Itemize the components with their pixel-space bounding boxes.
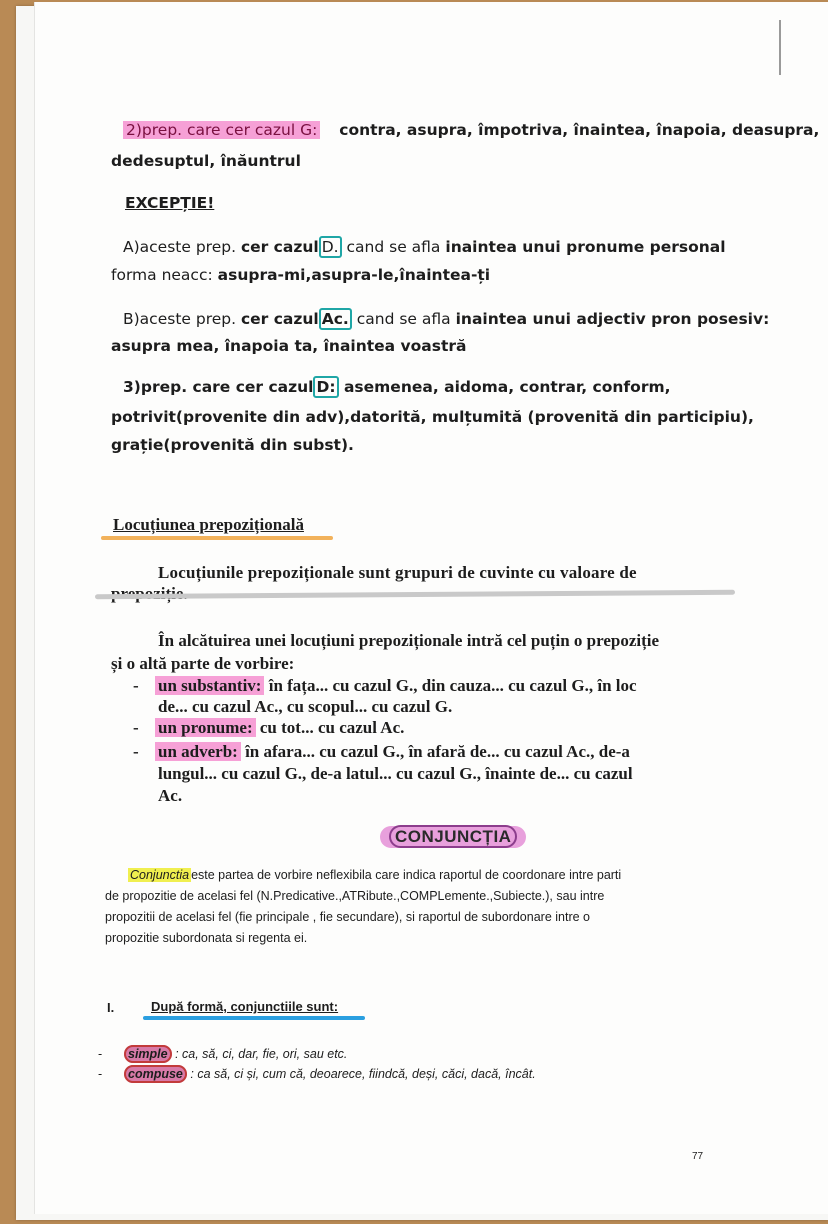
locutiune-item-substantiv — [155, 676, 637, 696]
document-page — [34, 2, 828, 1214]
exceptie-a-pre: A)aceste prep. — [123, 238, 236, 256]
exceptie-b-bold: cer cazul — [240, 310, 319, 328]
conjunctia-title — [380, 826, 526, 848]
exceptie-a-line1 — [123, 238, 726, 256]
list-bullet: - — [133, 718, 139, 737]
conjunctia-term: Conjunctia — [130, 868, 190, 882]
section2-line1 — [123, 121, 819, 139]
section3-line3: grație(provenită din subst). — [111, 436, 354, 454]
page-edge-mark — [779, 20, 781, 75]
conj-type-compuse — [124, 1067, 536, 1081]
section3-line1-rest: asemenea, aidoma, contrar, conform, — [343, 378, 671, 396]
page-number: 77 — [692, 1151, 704, 1162]
conj-type-label: simple — [124, 1045, 172, 1063]
exceptie-a-line2-pre: forma neacc: — [111, 266, 213, 284]
conjunctia-title-text: CONJUNCȚIA — [389, 825, 517, 848]
section3-line1 — [123, 378, 671, 396]
locutiunea-comp-line2: și o altă parte de vorbire: — [111, 654, 295, 673]
exceptie-a-case: D. — [319, 236, 342, 258]
list-bullet: - — [98, 1047, 103, 1061]
exceptie-b-mid: cand se afla — [356, 310, 451, 328]
exceptie-b-bold2: inaintea unui adjectiv pron posesiv: — [455, 310, 770, 328]
section3-line2: potrivit(provenite din adv),datorită, mulțumită (provenită din participiu), — [111, 408, 754, 426]
blue-underline-mark — [143, 1016, 365, 1020]
locutiune-item-adverb — [155, 742, 630, 762]
section2-label: 2)prep. care cer cazul G: — [123, 121, 320, 139]
subsection-number: I. — [107, 1000, 115, 1015]
conj-type-text: : ca, să, ci, dar, fie, ori, sau etc. — [175, 1047, 348, 1061]
conj-type-text: : ca să, ci și, cum că, deoarece, fiindcă, deși, căci, dacă, încât. — [190, 1067, 536, 1081]
item-line3: Ac. — [158, 786, 183, 805]
section2-list-line2: dedesuptul, înăuntrul — [111, 152, 301, 170]
exceptie-b-line1 — [123, 310, 769, 328]
subsection-heading: După formă, conjunctiile sunt: — [151, 999, 339, 1014]
exceptie-b-line2: asupra mea, înapoia ta, înaintea voastră — [111, 337, 467, 355]
locutiune-item-pronume — [155, 718, 404, 738]
section2-list-line1: contra, asupra, împotriva, înaintea, înapoia, deasupra, — [339, 121, 820, 139]
item-label: un adverb: — [155, 742, 241, 761]
item-line1: cu tot... cu cazul Ac. — [259, 718, 405, 737]
item-line2: de... cu cazul Ac., cu scopul... cu cazul G. — [158, 697, 453, 716]
section3-label: 3)prep. care cer cazul — [123, 378, 314, 396]
conjunctia-def-line4: propozitie subordonata si regenta ei. — [105, 931, 308, 945]
item-label: un pronume: — [155, 718, 256, 737]
item-line2: lungul... cu cazul G., de-a latul... cu cazul G., înainte de... cu cazul — [158, 764, 633, 783]
section3-case: D: — [313, 376, 338, 398]
exceptie-a-bold2: inaintea unui pronume personal — [445, 238, 726, 256]
locutiunea-heading: Locuțiunea prepozițională — [113, 515, 304, 534]
exceptie-b-case: Ac. — [319, 308, 352, 330]
conj-type-simple — [124, 1047, 347, 1061]
conjunctia-def-line3: propozitii de acelasi fel (fie principale , fie secundare), si raportul de subordonare intre o — [105, 910, 590, 924]
locutiunea-comp-line1: În alcătuirea unei locuțiuni prepoziționale intră cel puțin o prepoziție — [158, 631, 660, 650]
conjunctia-def-text: este partea de vorbire neflexibila care indica raportul de coordonare intre parti — [191, 868, 622, 882]
conjunctia-def-line1 — [128, 868, 621, 882]
exceptie-a-bold: cer cazul — [240, 238, 319, 256]
list-bullet: - — [133, 676, 139, 695]
exceptie-b-pre: B)aceste prep. — [123, 310, 237, 328]
orange-underline-mark — [101, 536, 333, 540]
exceptie-title: EXCEPȚIE! — [125, 194, 215, 212]
exceptie-a-line2-bold: asupra-mi,asupra-le,înaintea-ți — [217, 266, 491, 284]
list-bullet: - — [98, 1067, 103, 1081]
conj-type-label: compuse — [124, 1065, 187, 1083]
exceptie-a-line2 — [111, 266, 490, 284]
exceptie-a-mid: cand se afla — [346, 238, 441, 256]
locutiunea-def-line1: Locuțiunile prepoziționale sunt grupuri de cuvinte cu valoare de — [158, 563, 637, 582]
list-bullet: - — [133, 742, 139, 761]
item-label: un substantiv: — [155, 676, 264, 695]
item-line1: în afara... cu cazul G., în afară de... cu cazul Ac., de-a — [245, 742, 630, 761]
item-line1: în fața... cu cazul G., din cauza... cu cazul G., în loc — [268, 676, 637, 695]
conjunctia-def-line2: de propozitie de acelasi fel (N.Predicative.,ATRibute.,COMPLemente.,Subiecte.), sau intre — [105, 889, 605, 903]
